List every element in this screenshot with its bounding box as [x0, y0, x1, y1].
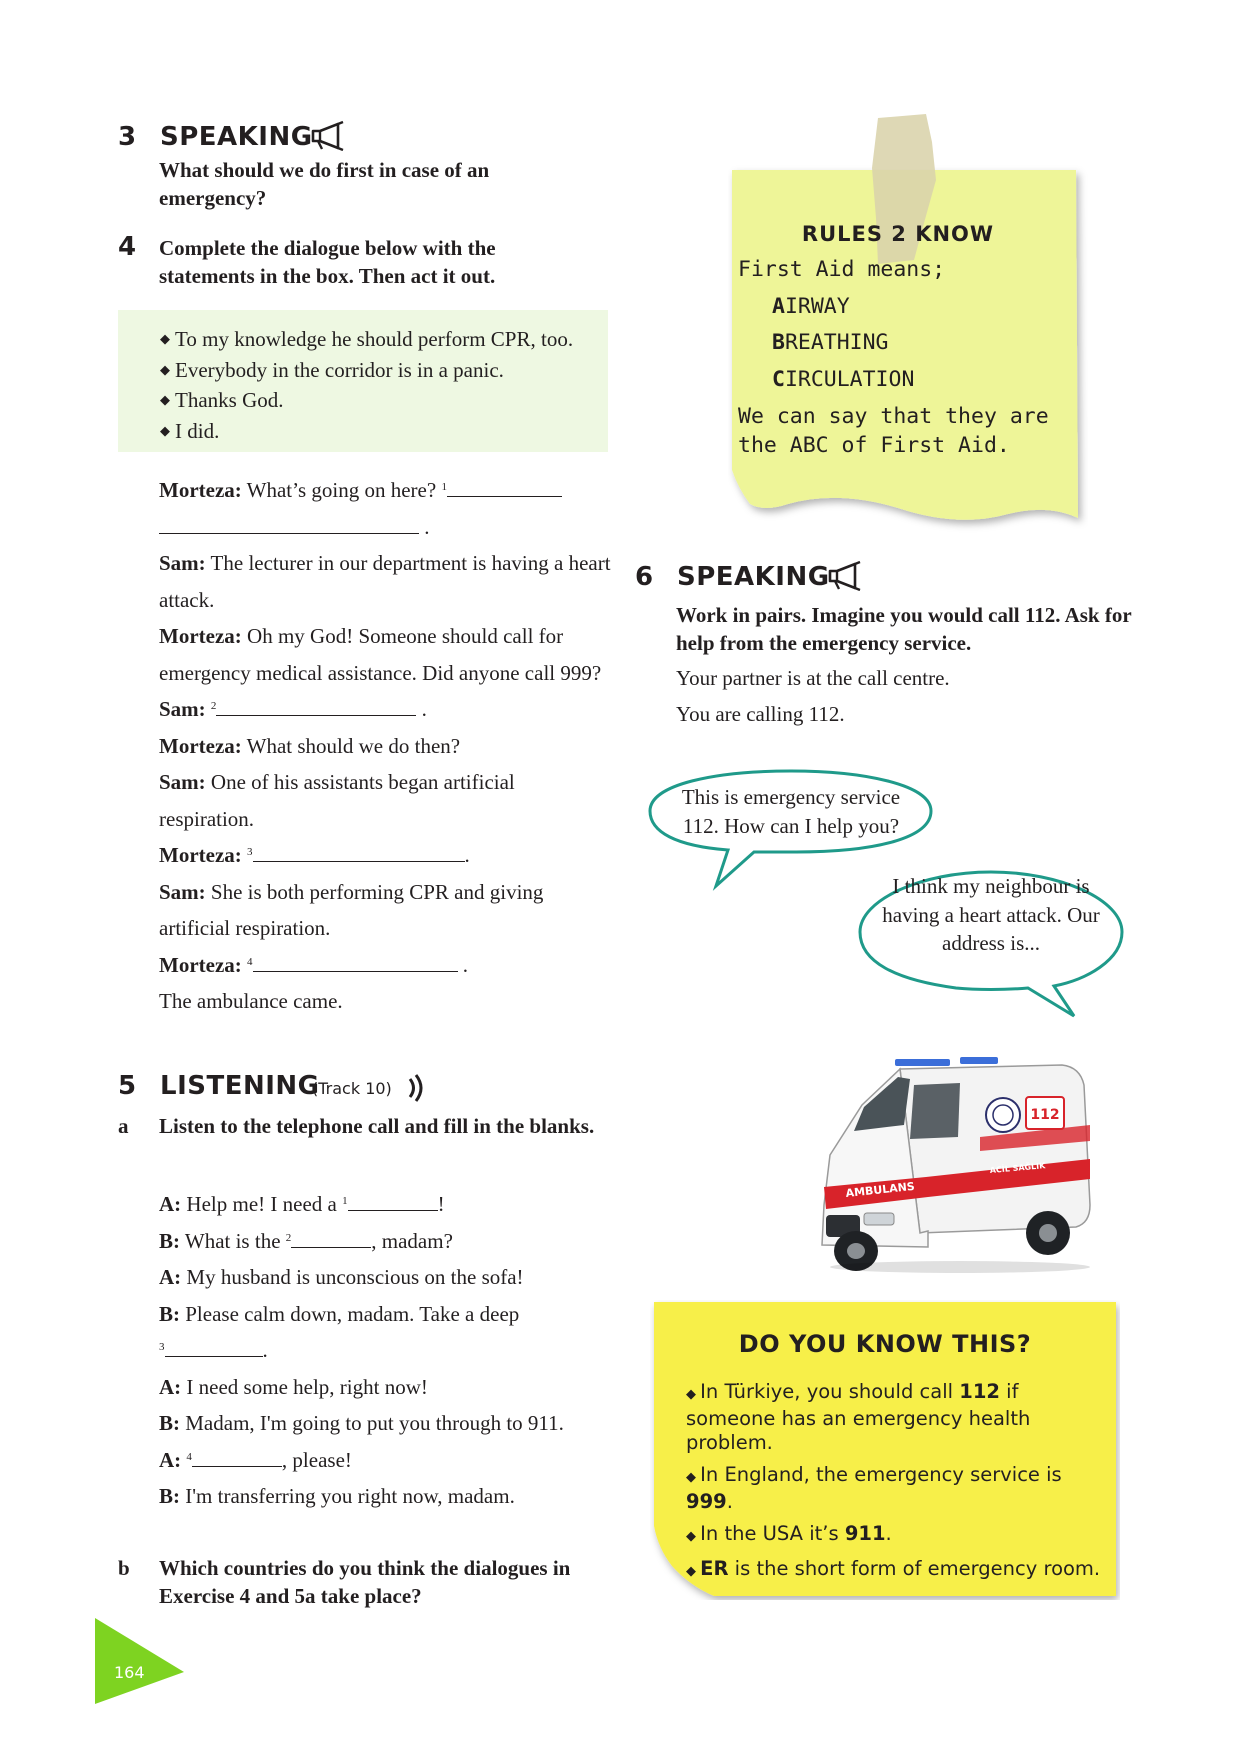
- section-6: [635, 562, 935, 592]
- megaphone-icon: [310, 119, 346, 156]
- answer-blank[interactable]: [447, 478, 562, 497]
- dialogue-line: A: My husband is unconscious on the sofa!: [159, 1265, 524, 1289]
- rules-item: AIRWAY: [772, 293, 850, 319]
- audio-icon[interactable]: [406, 1073, 426, 1108]
- dialogue-line: Morteza: Oh my God! Someone should call for emergency medical assistance. Did anyone call 999?: [159, 624, 602, 685]
- dialogue-line: A: I need some help, right now!: [159, 1374, 428, 1399]
- dialogue: [159, 472, 614, 1020]
- section-6-instruction: Work in pairs. Imagine you would call 112. Ask for help from the emergency service.: [676, 603, 1132, 655]
- bullet-icon: ◆: [686, 1529, 701, 1544]
- dialogue-line: A: Help me! I need a $^1$ !: [159, 1192, 445, 1216]
- svg-text:ACİL SAĞLIK: ACİL SAĞLIK: [989, 1161, 1046, 1175]
- statement-item: ◆ Everybody in the corridor is in a panic.: [160, 357, 504, 382]
- section-number: 3: [118, 122, 137, 152]
- know-item: ◆ In the USA it’s 911.: [686, 1522, 892, 1545]
- dialogue-line: Morteza: $^4$ .: [159, 952, 469, 977]
- rules-title: RULES 2 KNOW: [801, 222, 995, 246]
- dialogue-line: Sam: She is both performing CPR and giving artificial respiration.: [159, 879, 544, 940]
- know-item: ◆ In England, the emergency service is 999.: [686, 1463, 1062, 1513]
- answer-blank[interactable]: [216, 697, 416, 716]
- rules-item: BREATHING: [772, 330, 889, 355]
- bullet-icon: ◆: [686, 1564, 701, 1579]
- answer-blank[interactable]: [253, 843, 465, 862]
- section-title: LISTENING: [160, 1071, 320, 1101]
- page-number: 164: [114, 1663, 145, 1682]
- rules-item: CIRCULATION: [772, 366, 915, 392]
- statement-item: ◆ Thanks God.: [160, 388, 284, 412]
- answer-blank[interactable]: [348, 1192, 438, 1211]
- answer-blank[interactable]: [253, 953, 458, 972]
- section-number: 5: [118, 1071, 137, 1101]
- answer-blank[interactable]: [192, 1448, 282, 1467]
- section-number: 6: [635, 562, 654, 592]
- part-a-letter: a: [118, 1114, 129, 1138]
- statement-item: ◆ I did.: [160, 418, 220, 443]
- part-a-instruction: Listen to the telephone call and fill in the blanks.: [159, 1114, 595, 1138]
- dialogue-line: Morteza: $^3$ .: [159, 843, 470, 867]
- section-3: [118, 122, 618, 152]
- dialogue-line: A: $^4$ , please!: [159, 1447, 352, 1472]
- bullet-icon: ◆: [686, 1387, 701, 1402]
- dialogue-line: Sam: One of his assistants began artificial respiration.: [159, 770, 515, 831]
- megaphone-icon: [827, 559, 863, 596]
- know-item: ◆ In Türkiye, you should call 112 if someone has an emergency health problem.: [686, 1380, 1031, 1454]
- dialogue-line: B: I'm transferring you right now, madam.: [159, 1484, 515, 1508]
- dialogue-line: Sam: $^2$ .: [159, 697, 427, 721]
- dialogue-line: The ambulance came.: [159, 989, 343, 1013]
- svg-text:112: 112: [1030, 1107, 1060, 1123]
- svg-text:AMBULANS: AMBULANS: [844, 1179, 916, 1200]
- section-6-line: Your partner is at the call centre.: [676, 666, 950, 690]
- dialogue-line: B: What is the $^2$ , madam?: [159, 1228, 453, 1253]
- do-you-know-box: [650, 1300, 1120, 1600]
- speech-bubble-caller: I think my neighbour is having a heart attack. Our address is...: [856, 868, 1126, 1018]
- answer-blank[interactable]: [159, 515, 419, 534]
- statement-item: ◆ To my knowledge he should perform CPR, too.: [160, 327, 574, 351]
- section-6-line: You are calling 112.: [676, 702, 845, 726]
- statement-box: [118, 310, 608, 452]
- section-3-question: What should we do first in case of an emergency?: [159, 158, 490, 210]
- section-4-instruction: Complete the dialogue below with the statements in the box. Then act it out.: [159, 236, 496, 288]
- page-number-tab: [90, 1616, 185, 1706]
- ambulance-image: [800, 1055, 1100, 1275]
- dialogue-line: B: Madam, I'm going to put you through to 911.: [159, 1411, 564, 1435]
- part-b-instruction: Which countries do you think the dialogues in Exercise 4 and 5a take place?: [159, 1556, 571, 1608]
- section-5: [118, 1071, 618, 1101]
- dialogue-line: Morteza: What should we do then?: [159, 733, 461, 758]
- rules-intro: First Aid means;: [738, 257, 946, 282]
- track-label: (Track 10): [312, 1079, 392, 1098]
- listening-dialogue: [159, 1186, 614, 1515]
- section-number: 4: [118, 232, 137, 262]
- know-item: ◆ ER is the short form of emergency room.: [686, 1557, 1101, 1580]
- know-title: DO YOU KNOW THIS?: [738, 1330, 1032, 1358]
- rules-sticky-note: [728, 108, 1088, 548]
- section-title: SPEAKING: [160, 122, 313, 152]
- section-title: SPEAKING: [677, 562, 830, 592]
- answer-blank[interactable]: [291, 1229, 371, 1248]
- dialogue-line: Sam: The lecturer in our department is having a heart attack.: [159, 551, 611, 612]
- rules-outro: We can say that they are the ABC of First Aid.: [738, 404, 1049, 458]
- bullet-icon: ◆: [686, 1470, 701, 1485]
- speech-bubble-operator: This is emergency service 112. How can I help you?: [646, 766, 936, 896]
- dialogue-line: B: Please calm down, madam. Take a deep $^3$ .: [159, 1301, 520, 1362]
- part-b-letter: b: [118, 1556, 130, 1580]
- dialogue-line: Morteza: What’s going on here? $^1$ .: [159, 472, 614, 545]
- answer-blank[interactable]: [165, 1338, 263, 1357]
